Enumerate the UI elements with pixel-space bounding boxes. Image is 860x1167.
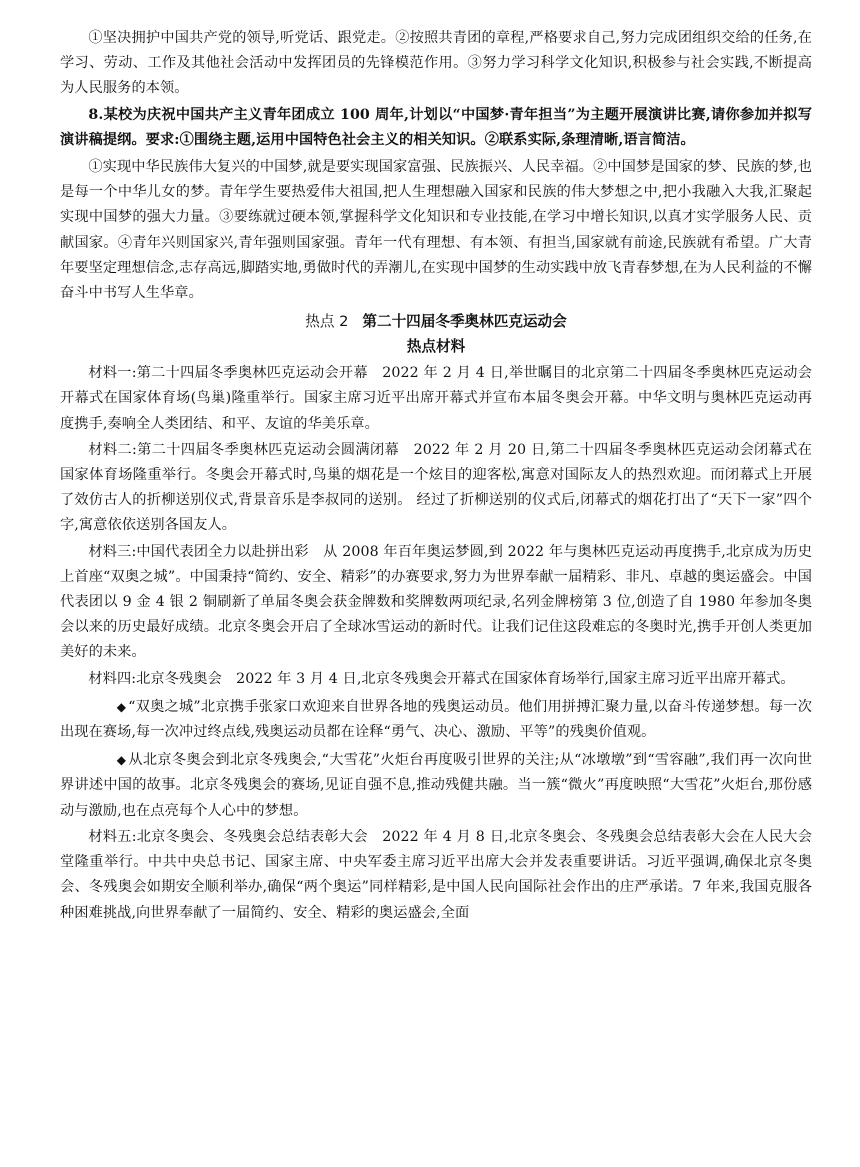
bullet-1-text: “双奥之城”北京携手张家口欢迎来自世界各地的残奥运动员。他们用拼搏汇聚力量,以奋斗传递梦想。每一次出现在赛场,每一次冲过终点线,残奥运动员都在诠释“勇气、决心、激励、平等”的残奥价值观。 — [60, 698, 812, 741]
bullet-2-text: 从北京冬奥会到北京冬残奥会,“大雪花”火炬台再度吸引世界的关注;从“冰墩墩”到“雪容融”,我们再一次向世界讲述中国的故事。北京冬残奥会的赛场,见证自强不息,推动残健共融。当一簇“微火”再度映照“大雪花”火炬台,那份感动与激励,也在点亮每个人心中的梦想。 — [60, 752, 812, 819]
document-page — [60, 26, 812, 926]
hotspot-number: 热点 2 — [305, 313, 349, 331]
bullet-2-paragraph — [60, 748, 812, 824]
material-1-paragraph: 材料一:第二十四届冬季奥林匹克运动会开幕 2022 年 2 月 4 日,举世瞩目的北京第二十四届冬季奥林匹克运动会开幕式在国家体育场(鸟巢)隆重举行。国家主席习近平出席开幕式并宣布本届冬奥会开幕。中华文明与奥林匹克运动再度携手,奏响全人类团结、和平、友谊的华美乐章。 — [60, 365, 812, 432]
hotspot-heading — [60, 309, 812, 334]
answer-7-paragraph: ①坚决拥护中国共产党的领导,听党话、跟党走。②按照共青团的章程,严格要求自己,努力完成团组织交给的任务,在学习、劳动、工作及其他社会活动中发挥团员的先锋模范作用。③努力学习科学文化知识,积极参与社会实践,不断提高为人民服务的本领。 — [60, 30, 812, 97]
hotspot-subtitle: 热点材料 — [406, 338, 466, 356]
question-8-paragraph: 8.某校为庆祝中国共产主义青年团成立 100 周年,计划以“中国梦·青年担当”为主题开展演讲比赛,请你参加并拟写演讲稿提纲。要求:①围绕主题,运用中国特色社会主义的相关知识。②联系实际,条理清晰,语言简洁。 — [60, 106, 812, 148]
material-5-paragraph: 材料五:北京冬奥会、冬残奥会总结表彰大会 2022 年 4 月 8 日,北京冬奥会、冬残奥会总结表彰大会在人民大会堂隆重举行。中共中央总书记、国家主席、中央军委主席习近平出席大会并发表重要讲话。习近平强调,确保北京冬奥会、冬残奥会如期安全顺利举办,确保“两个奥运”同样精彩,是中国人民向国际社会作出的庄严承诺。7 年来,我国克服各种困难挑战,向世界奉献了一届简约、安全、精彩的奥运盛会,全面 — [60, 828, 812, 921]
material-4-paragraph: 材料四:北京冬残奥会 2022 年 3 月 4 日,北京冬残奥会开幕式在国家体育场举行,国家主席习近平出席开幕式。 — [88, 670, 795, 687]
bullet-1-paragraph — [60, 695, 812, 745]
material-2-paragraph: 材料二:第二十四届冬季奥林匹克运动会圆满闭幕 2022 年 2 月 20 日,第二十四届冬季奥林匹克运动会闭幕式在国家体育场隆重举行。冬奥会开幕式时,鸟巢的烟花是一个炫目的迎客松,寓意对国际友人的热烈欢迎。而闭幕式上开展了效仿古人的折柳送别仪式,背景音乐是李叔同的送别。 经过了折柳送别的仪式后,闭幕式的烟花打出了“天下一家”四个字,寓意依依送别各国友人。 — [60, 441, 812, 534]
material-3-paragraph: 材料三:中国代表团全力以赴拼出彩 从 2008 年百年奥运梦圆,到 2022 年与奥林匹克运动再度携手,北京成为历史上首座“双奥之城”。中国秉持“简约、安全、精彩”的办赛要求,努力为世界奉献一届精彩、非凡、卓越的奥运盛会。中国代表团以 9 金 4 银 2 铜刷新了单届冬奥会获金牌数和奖牌数两项纪录,名列金牌榜第 3 位,创造了自 1980 年参加冬奥会以来的历史最好成绩。北京冬奥会开启了全球冰雪运动的新时代。让我们记住这段难忘的冬奥时光,携手开创人类更加美好的未来。 — [60, 543, 812, 661]
answer-8-paragraph: ①实现中华民族伟大复兴的中国梦,就是要实现国家富强、民族振兴、人民幸福。②中国梦是国家的梦、民族的梦,也是每一个中华儿女的梦。青年学生要热爱伟大祖国,把人生理想融入国家和民族的伟大梦想之中,把小我融入大我,汇聚起实现中国梦的强大力量。③要练就过硬本领,掌握科学文化知识和专业技能,在学习中增长知识,以真才实学服务人民、贡献国家。④青年兴则国家兴,青年强则国家强。青年一代有理想、有本领、有担当,国家就有前途,民族就有希望。广大青年要坚定理想信念,志存高远,脚踏实地,勇做时代的弄潮儿,在实现中国梦的生动实践中放飞青春梦想,在为人民利益的不懈奋斗中书写人生华章。 — [60, 159, 812, 302]
diamond-bullet-icon: ◆ — [116, 753, 127, 768]
diamond-bullet-icon: ◆ — [116, 699, 127, 714]
hotspot-title: 第二十四届冬季奥林匹克运动会 — [362, 313, 567, 331]
